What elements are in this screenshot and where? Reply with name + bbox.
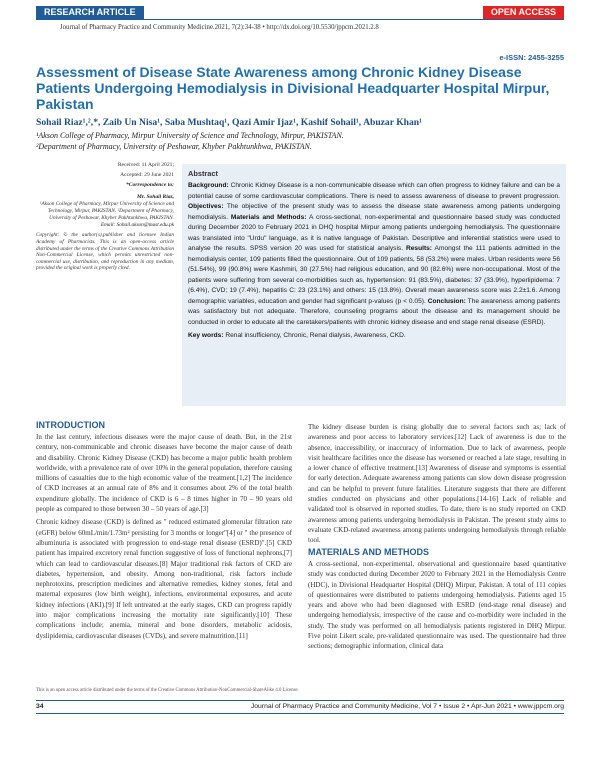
conclusion-text: The awareness among patients was satisfactory but not adequate. Therefore, counseling programs about the disease and its management should be conducted in order to educate all the caretakers/patients with chronic kidney disease and end stage renal disease (ESRD). xyxy=(188,297,560,326)
keywords-label: Key words: xyxy=(188,332,224,339)
abstract-heading: Abstract xyxy=(188,169,218,178)
license-footnote: This is an open access article distributed under the terms of the Creative Commons Attribution-NonCommercial-ShareAlike 4.0 License. xyxy=(36,688,299,693)
article-info-sidebar xyxy=(36,162,174,410)
received-date: Received: 11 April 2021; xyxy=(117,162,174,168)
intro-paragraph-1: In the last century, infectious diseases were the major cause of death. But, in the 21st century, non-communicable and chronic diseases have become the major cause of death and disability. Chronic Kidney Disease (CKD) has become a major public health problem worldwide, with a prevalence rate of over 10% in the general population, therefore causing millions of casualties due to the high economic value of the treatment.[1,2] The incidence of CKD increases at an annual rate of 8% and it consumes about 2% of the total health expenditure globally. The incidence of CKD is 6 – 8 times higher in 70 – 90 years old people as compared to those between 30 – 50 years of age.[3] xyxy=(36,433,292,514)
open-access-badge: OPEN ACCESS xyxy=(483,6,564,19)
corresponding-email[interactable]: Email: Sohail.akson@must.edu.pk xyxy=(100,221,174,228)
objectives-text: The objective of the present study was to assess the disease state awareness among patients undergoing hemodialysis. xyxy=(188,203,560,221)
methods-heading: MATERIALS AND METHODS xyxy=(308,547,429,557)
conclusion-label: Conclusion: xyxy=(425,297,466,305)
methods-text: A cross-sectional, non-experimental and questionnaire based study was conducted during December 2020 to February 2021 in DHQ hospital Mirpur among patients undergoing hemodialysis. The questionnaire was translated into "Urdu" language, as it is native language of Pakistan. Descriptive and inferential statistics were used to analyse the results. SPSS version 20 was used for statistical analysis. xyxy=(188,213,560,252)
background-text: Chronic Kidney Disease is a non-communicable disease which can often progress to kidney failure and can be a potential cause of some cardiovascular complications. There is need to assess awareness of disease to prevent progression. xyxy=(188,182,560,200)
keywords xyxy=(188,331,560,342)
accepted-date: Accepted: 29 June 2021 xyxy=(120,171,174,178)
affiliation-2: ²Department of Pharmacy, University of Peshawar, Khyber Pakhtunkhwa, PAKISTAN. xyxy=(36,142,312,151)
article-title: Assessment of Disease State Awareness among Chronic Kidney Disease Patients Undergoing Hemodialysis in Divisional Headquarter Hospital Mirpur, Pakistan xyxy=(36,64,550,112)
corresponding-address: ¹Akson College of Pharmacy, Mirpur University of Science and Technology, Mirpur, PAKISTAN. ²Department of Pharmacy, University of Peshawar, Khyber Pakhtunkhwa, PAKISTAN. xyxy=(39,201,174,221)
header-bar xyxy=(0,0,600,46)
background-label: Background: xyxy=(188,182,229,189)
abstract-text xyxy=(188,181,560,328)
objectives-label: Objectives: xyxy=(188,203,224,210)
license-statement: Copyright: © the author(s),publisher and licensee Indian Academy of Pharmacists. This is an open-access article distributed under the terms of the Creative Commons Attribution Non-Commercial License, which permits unrestricted non-commercial use, distribution, and reproduction in any medium, provided the original work is properly cited. xyxy=(36,232,174,272)
keywords-text: Renal insufficiency, Chronic, Renal dialysis, Awareness, CKD. xyxy=(223,332,406,339)
right-column-body xyxy=(308,422,566,545)
eissn-label: e-ISSN: 2455-3255 xyxy=(499,53,564,62)
corresponding-author: Mr. Sohail Riaz, xyxy=(137,194,174,201)
page-number: 34 xyxy=(36,703,44,710)
methods-paragraph-1: A cross-sectional, non-experimental, observational and questionnaire based quantitative study was conducted during December 2020 to February 2021 in the Hemodialysis Centre (HDC), in Divisional Headquarter Hospital (DHQ) Mirpur, Pakistan. A total of 111 copies of questionnaires were distributed to patients undergoing hemodialysis. Patients aged 15 years and above who had been diagnosed with ESRD (end-stage renal disease) and undergoing hemodialysis, irrespective of the cause and co-morbidity were included in the study. The study was performed on all hemodialysis patients registered in DHQ Mirpur. Five point Likert scale, pre-validated questionnaire was used. The questionnaire had three sections; demographic information, clinical data xyxy=(308,560,566,651)
correspondence-label: *Correspondence to: xyxy=(125,181,174,188)
footer-journal-text: Journal of Pharmacy Practice and Community Medicine, Vol 7 • Issue 2 • Apr-Jun 2021 • www.jppcm.org xyxy=(250,703,564,710)
page-footer xyxy=(36,700,564,714)
abstract-box xyxy=(182,164,566,406)
introduction-body xyxy=(36,432,292,684)
introduction-heading: INTRODUCTION xyxy=(36,420,105,430)
author-list: Sohail Riaz¹,²,*, Zaib Un Nisa¹, Saba Mushtaq¹, Qazi Amir Ijaz¹, Kashif Sohail¹, Abuzar Khan¹ xyxy=(36,117,423,128)
right-paragraph-1: The kidney disease burden is rising globally due to several factors such as; lack of awareness and poor access to laboratory services.[12] Lack of awareness is due to the absence, inaccessibility, or inaccuracy of information. Due to lack of awareness, people visit healthcare facilities once the disease has worsened or reached a late stage, resulting in a lower chance of effective treatment.[13] Awareness of disease and symptoms is essential for early detection. Adequate awareness among patients can slow down disease progression and can be helpful to prevent future fatalities. Literature suggests that there are different studies conducted on physicians and other populations.[14-16] Lack of reliable and validated tool is observed in reported studies. To date, there is no study reported on CKD awareness among patients undergoing hemodialysis in Pakistan. The present study aims to evaluate CKD-related awareness among patients undergoing hemodialysis through reliable tool. xyxy=(308,423,566,545)
results-label: Results: xyxy=(403,245,432,252)
results-text: Amongst the 111 patients admitted in the hemodialysis center, 109 patients filled the questionnaire. Out of 109 patients, 58 (53.2%) were males. Urban residents were 56 (51.54%), 99 (90.8%) were Kashmiri, 30 (27.5%) had religious education, and 90 (82.6%) were non-occupational. Most of the patients were suffering from several co-morbidities such as, hypertension: 91 (83.5%), diabetes: 37 (33.9%), hyperlipidema: 7 (6.4%), CVD; 19 (7.4%), hepatitis C: 23 (23.1%) and others: 15 (13.8%). Overall mean awareness score was 2.2±1.6. Among demographic variables, education and gender had significant p-values (p < 0.05). xyxy=(188,245,560,305)
journal-reference: Journal of Pharmacy Practice and Community Medicine.2021, 7(2):34-38 • http://dx.doi.org/10.5530/jppcm.2021.2.8 xyxy=(60,24,379,31)
header-rule xyxy=(36,19,564,20)
section-label: RESEARCH ARTICLE xyxy=(36,6,144,19)
methods-body xyxy=(308,559,566,684)
intro-paragraph-2: Chronic kidney disease (CKD) is defined as " reduced estimated glomerular filtration rate (eGFR) below 60mL/min/1.73m² persisting for 3 months or longer"[4] or " the presence of albuminuria is associated with progression to end-stage renal disease (ESRD)".[5] CKD patient has impaired excretory renal function suggestive of loss of functional nephrons,[7] which can lead to cardiovascular diseases.[8] Major traditional risk factors of CKD are diabetes, hypertension, and obesity. Among non-traditional, risk factors include nephrotoxins, prescription medicines and alternative remedies, kidney stones, fetal and maternal exposures (low birth weight), infections, environmental exposures, and acute kidney infections (AKI).[9] If left untreated at the early stages, CKD can progress rapidly into major complications increasing the mortality rate significantly.[10] These complications include; anemia, mineral and bone disorders, metabolic acidosis, dyslipidemia, cardiovascular diseases (CVDs), and severe malnutrition.[11] xyxy=(36,518,292,640)
methods-label: Materials and Methods: xyxy=(227,213,307,221)
affiliation-1: ¹Akson College of Pharmacy, Mirpur University of Science and Technology, Mirpur, PAKISTAN. xyxy=(36,131,344,140)
